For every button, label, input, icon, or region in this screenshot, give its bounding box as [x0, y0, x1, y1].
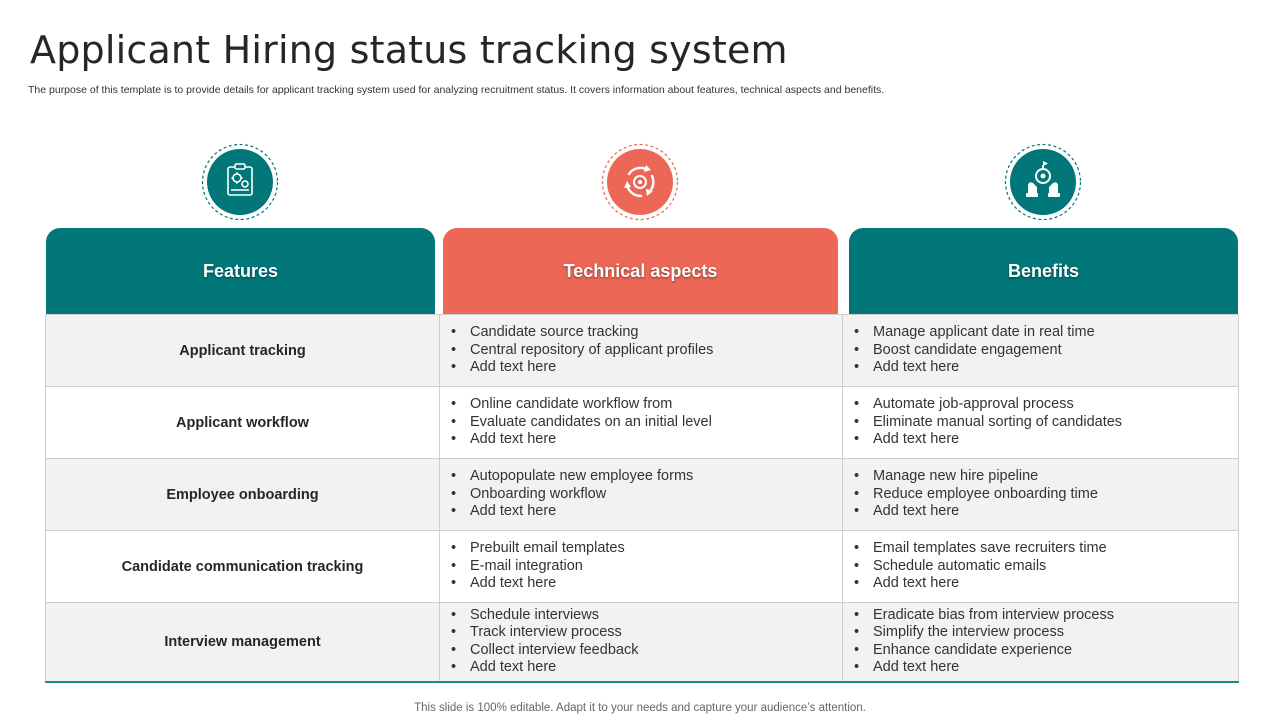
list-item: • Add text here: [470, 431, 842, 449]
feature-cell: Applicant tracking: [46, 315, 440, 387]
footer-note: This slide is 100% editable. Adapt it to your needs and capture your audience’s attention.: [414, 702, 866, 714]
table-row: [46, 531, 1239, 603]
list-item: • Manage new hire pipeline: [873, 468, 1238, 486]
technical-cell: [440, 315, 843, 387]
list-item: • Track interview process: [470, 624, 842, 642]
list-item: • Enhance candidate experience: [873, 642, 1238, 660]
hands-gear-icon: [1004, 143, 1082, 221]
list-item: • Eliminate manual sorting of candidates: [873, 414, 1238, 432]
benefits-list: [843, 396, 1238, 449]
header-features: Features: [46, 228, 435, 314]
list-item: • Add text here: [873, 431, 1238, 449]
list-item: • Simplify the interview process: [873, 624, 1238, 642]
list-item: • Eradicate bias from interview process: [873, 607, 1238, 625]
list-item: • Add text here: [470, 359, 842, 377]
list-item: • Add text here: [470, 575, 842, 593]
benefits-cell: [843, 531, 1239, 603]
list-item: • Schedule interviews: [470, 607, 842, 625]
feature-cell: Candidate communication tracking: [46, 531, 440, 603]
list-item: • Email templates save recruiters time: [873, 540, 1238, 558]
feature-cell: Interview management: [46, 603, 440, 682]
benefits-list: [843, 607, 1238, 677]
list-item: • Autopopulate new employee forms: [470, 468, 842, 486]
benefits-list: [843, 468, 1238, 521]
feature-cell: Employee onboarding: [46, 459, 440, 531]
table-row: [46, 315, 1239, 387]
benefits-list: [843, 324, 1238, 377]
list-item: • Add text here: [873, 503, 1238, 521]
list-item: • Evaluate candidates on an initial level: [470, 414, 842, 432]
list-item: • Add text here: [873, 359, 1238, 377]
list-item: • Add text here: [470, 659, 842, 677]
table-row: [46, 603, 1239, 682]
table-row: [46, 459, 1239, 531]
technical-list: [440, 396, 842, 449]
list-item: • Manage applicant date in real time: [873, 324, 1238, 342]
technical-cell: [440, 531, 843, 603]
list-item: • Add text here: [873, 575, 1238, 593]
header-technical-aspects: Technical aspects: [443, 228, 838, 314]
benefits-cell: [843, 603, 1239, 682]
technical-cell: [440, 387, 843, 459]
feature-cell: Applicant workflow: [46, 387, 440, 459]
benefits-cell: [843, 315, 1239, 387]
list-item: • Boost candidate engagement: [873, 342, 1238, 360]
list-item: • Automate job-approval process: [873, 396, 1238, 414]
list-item: • E-mail integration: [470, 558, 842, 576]
list-item: • Schedule automatic emails: [873, 558, 1238, 576]
technical-list: [440, 607, 842, 677]
list-item: • Online candidate workflow from: [470, 396, 842, 414]
table-row: [46, 387, 1239, 459]
list-item: • Onboarding workflow: [470, 486, 842, 504]
list-item: • Reduce employee onboarding time: [873, 486, 1238, 504]
benefits-list: [843, 540, 1238, 593]
table-body: [46, 315, 1239, 682]
list-item: • Candidate source tracking: [470, 324, 842, 342]
clipboard-gears-icon: [201, 143, 279, 221]
technical-cell: [440, 459, 843, 531]
list-item: • Collect interview feedback: [470, 642, 842, 660]
page-subtitle: The purpose of this template is to provide details for applicant tracking system used for analyzing recruitment status. It covers information about features, technical aspects and benefits.: [28, 84, 885, 96]
technical-list: [440, 540, 842, 593]
benefits-cell: [843, 387, 1239, 459]
technical-cell: [440, 603, 843, 682]
technical-list: [440, 324, 842, 377]
technical-list: [440, 468, 842, 521]
details-table: [45, 314, 1239, 683]
list-item: • Prebuilt email templates: [470, 540, 842, 558]
list-item: • Add text here: [470, 503, 842, 521]
header-benefits: Benefits: [849, 228, 1238, 314]
list-item: • Add text here: [873, 659, 1238, 677]
benefits-cell: [843, 459, 1239, 531]
page-title: Applicant Hiring status tracking system: [30, 28, 788, 72]
cycle-gear-icon: [601, 143, 679, 221]
list-item: • Central repository of applicant profiles: [470, 342, 842, 360]
